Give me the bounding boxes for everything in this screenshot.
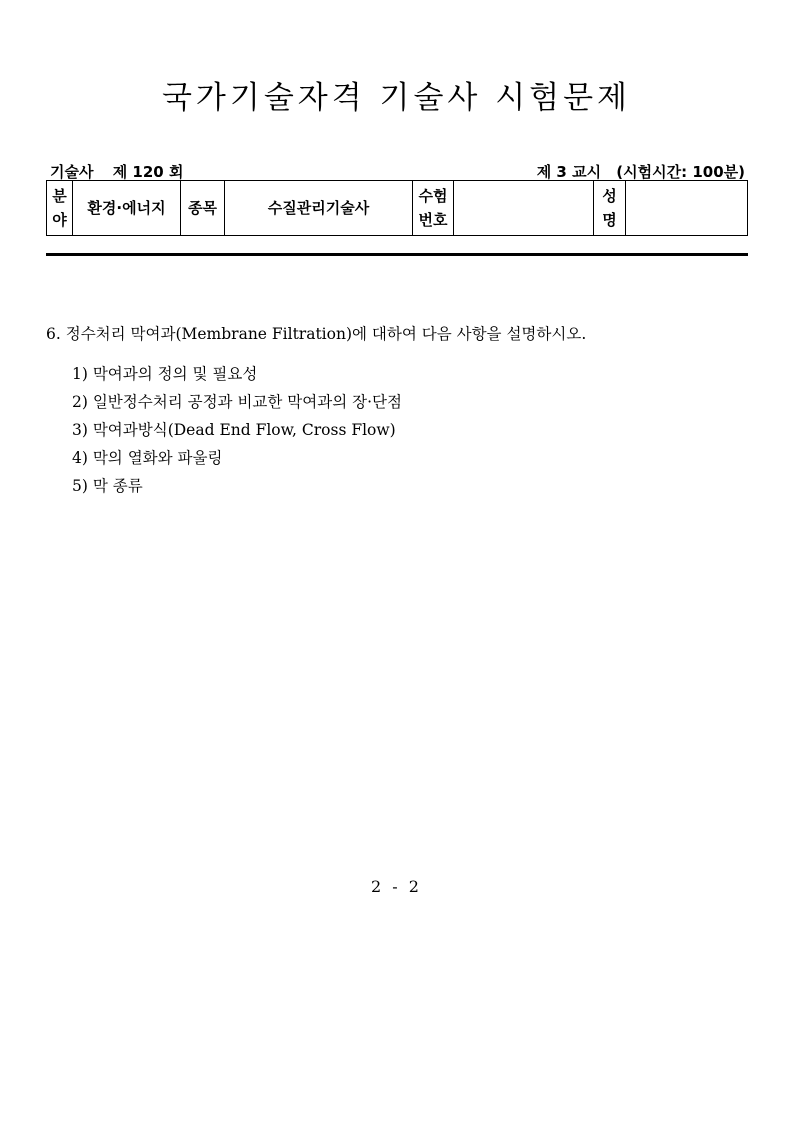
name-label [594, 181, 626, 236]
exam-time: (시험시간: 100분) [616, 163, 745, 181]
question-text: 6. 정수처리 막여과(Membrane Filtration)에 대하여 다음 사항을 설명하시오. [46, 325, 587, 343]
field-label-text: 분야 [52, 187, 67, 229]
page-title: 국가기술자격 기술사 시험문제 [161, 80, 631, 116]
exam-round: 제 120 회 [112, 163, 184, 181]
item-value: 수질관리기술사 [225, 181, 413, 236]
question-item-4: 4) 막의 열화와 파울링 [72, 449, 223, 467]
header-divider [46, 253, 748, 256]
exam-meta-left [50, 161, 197, 182]
question-item-2: 2) 일반정수처리 공정과 비교한 막여과의 장·단점 [72, 393, 402, 411]
exam-session: 제 3 교시 [536, 163, 602, 181]
name-label-text: 성명 [602, 187, 617, 229]
question-item-3: 3) 막여과방식(Dead End Flow, Cross Flow) [72, 421, 396, 439]
exam-category: 기술사 [50, 163, 94, 181]
field-label [47, 181, 73, 236]
exam-number-field[interactable] [454, 181, 594, 236]
field-value: 환경·에너지 [73, 181, 181, 236]
exam-info-table [46, 180, 748, 236]
question-item-1: 1) 막여과의 정의 및 필요성 [72, 365, 258, 383]
page-number: 2 - 2 [371, 877, 422, 896]
question-item-5: 5) 막 종류 [72, 477, 143, 495]
exam-number-label [413, 181, 454, 236]
name-field[interactable] [626, 181, 748, 236]
exam-meta-right [527, 161, 745, 182]
question-items [72, 360, 732, 500]
exam-number-label-text: 수험번호 [418, 187, 448, 229]
item-label: 종목 [181, 181, 225, 236]
